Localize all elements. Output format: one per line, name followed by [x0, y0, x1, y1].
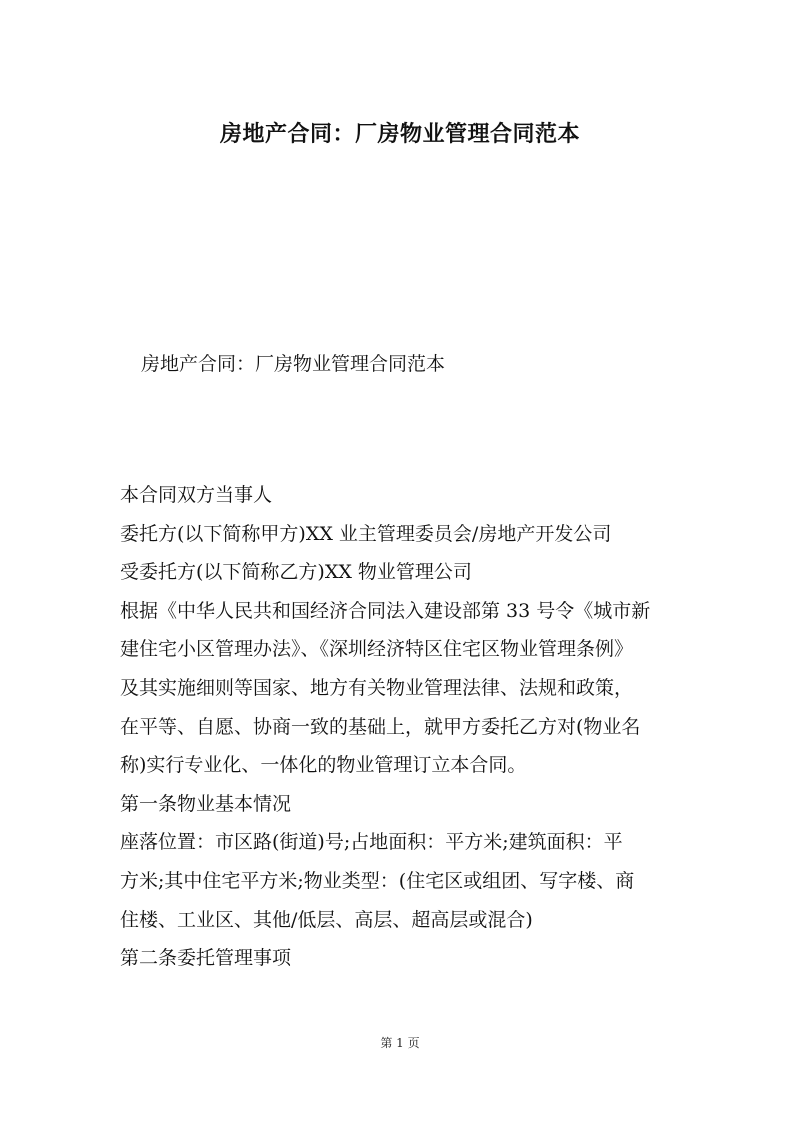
article-two-heading: 第二条委托管理事项: [120, 947, 292, 970]
article-one-line-1: 座落位置：市区路(街道)号;占地面积：平方米;建筑面积：平: [120, 831, 623, 854]
body-line-legal-basis-1: 根据《中华人民共和国经济合同法入建设部第 33 号令《城市新: [120, 599, 651, 622]
article-one-line-2: 方米;其中住宅平方米;物业类型：(住宅区或组团、写字楼、商: [120, 869, 635, 892]
body-line-party-a: 委托方(以下简称甲方)XX 业主管理委员会/房地产开发公司: [120, 522, 612, 545]
body-line-legal-basis-5: 称)实行专业化、一体化的物业管理订立本合同。: [120, 754, 527, 777]
body-line-parties: 本合同双方当事人: [120, 484, 273, 506]
document-body: [120, 476, 690, 978]
body-line-legal-basis-2: 建住宅小区管理办法》、《深圳经济特区住宅区物业管理条例》: [120, 638, 634, 661]
document-subtitle: 房地产合同：厂房物业管理合同范本: [141, 353, 446, 375]
document-title: 房地产合同：厂房物业管理合同范本: [219, 122, 580, 147]
body-line-party-b: 受委托方(以下简称乙方)XX 物业管理公司: [120, 561, 472, 584]
body-line-legal-basis-3: 及其实施细则等国家、地方有关物业管理法律、法规和政策，: [120, 676, 634, 699]
page-number: 第 1 页: [380, 1036, 420, 1050]
article-one-line-3: 住楼、工业区、其他/低层、高层、超高层或混合): [120, 908, 533, 931]
body-line-legal-basis-4: 在平等、自愿、协商一致的基础上，就甲方委托乙方对(物业名: [120, 715, 641, 738]
article-one-heading: 第一条物业基本情况: [120, 792, 292, 815]
